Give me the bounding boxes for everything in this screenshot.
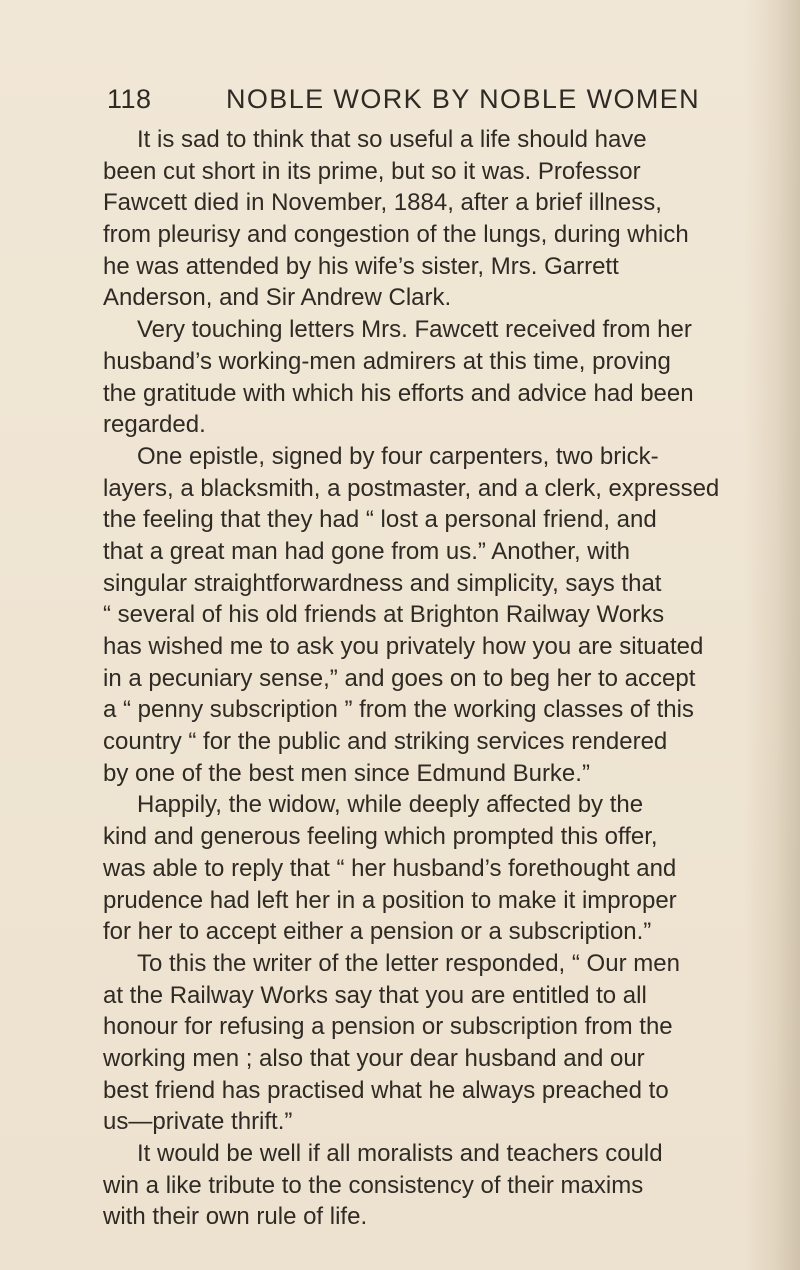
page-number: 118 — [107, 84, 152, 114]
text-line: “ several of his old friends at Brighton Railway Works — [103, 601, 665, 629]
text-line: honour for refusing a pension or subscription from the — [103, 1013, 673, 1041]
text-line: Fawcett died in November, 1884, after a brief illness, — [103, 189, 662, 217]
text-line: from pleurisy and congestion of the lungs, during which — [103, 221, 689, 249]
text-line: was able to reply that “ her husband’s forethought and — [103, 854, 677, 882]
text-line: It would be well if all moralists and teachers could — [137, 1140, 663, 1167]
text-line: the feeling that they had “ lost a personal friend, and — [103, 506, 657, 534]
text-line: Very touching letters Mrs. Fawcett received from her — [137, 316, 692, 344]
text-line: us—private thrift.” — [103, 1108, 293, 1136]
text-line: with their own rule of life. — [103, 1203, 368, 1231]
text-line: has wished me to ask you privately how you are situated — [103, 633, 704, 660]
text-line: he was attended by his wife’s sister, Mrs. Garrett — [103, 252, 619, 280]
text-line: One epistle, signed by four carpenters, two brick- — [137, 442, 659, 470]
running-head: NOBLE WORK BY NOBLE WOMEN — [226, 84, 701, 114]
text-line: layers, a blacksmith, a postmaster, and a clerk, expressed — [103, 474, 720, 502]
text-line: by one of the best men since Edmund Burke.” — [103, 759, 590, 787]
text-line: been cut short in its prime, but so it was. Professor — [103, 157, 641, 185]
text-line: that a great man had gone from us.” Another, with — [103, 537, 630, 565]
text-line: country “ for the public and striking services rendered — [103, 728, 668, 756]
text-line: best friend has practised what he always preached to — [103, 1076, 669, 1104]
body-text — [103, 124, 763, 1233]
text-line: the gratitude with which his efforts and advice had been — [103, 379, 694, 407]
text-line: working men ; also that your dear husband and our — [103, 1044, 645, 1072]
text-line: It is sad to think that so useful a life should have — [137, 126, 647, 153]
text-line: kind and generous feeling which prompted this offer, — [103, 823, 658, 851]
text-line: singular straightforwardness and simplicity, says that — [103, 569, 662, 597]
text-line: regarded. — [103, 411, 206, 439]
text-line: in a pecuniary sense,” and goes on to beg her to accept — [103, 664, 696, 692]
text-line: To this the writer of the letter responded, “ Our men — [137, 949, 680, 977]
text-line: a “ penny subscription ” from the working classes of this — [103, 696, 694, 724]
text-line: for her to accept either a pension or a subscription.” — [103, 918, 652, 946]
text-line: Happily, the widow, while deeply affected by the — [137, 791, 644, 819]
text-line: Anderson, and Sir Andrew Clark. — [103, 284, 452, 312]
text-line: husband’s working-men admirers at this time, proving — [103, 347, 671, 375]
text-line: at the Railway Works say that you are entitled to all — [103, 981, 647, 1009]
text-line: win a like tribute to the consistency of their maxims — [103, 1171, 644, 1199]
page-header — [107, 84, 707, 120]
text-line: prudence had left her in a position to make it improper — [103, 886, 677, 914]
